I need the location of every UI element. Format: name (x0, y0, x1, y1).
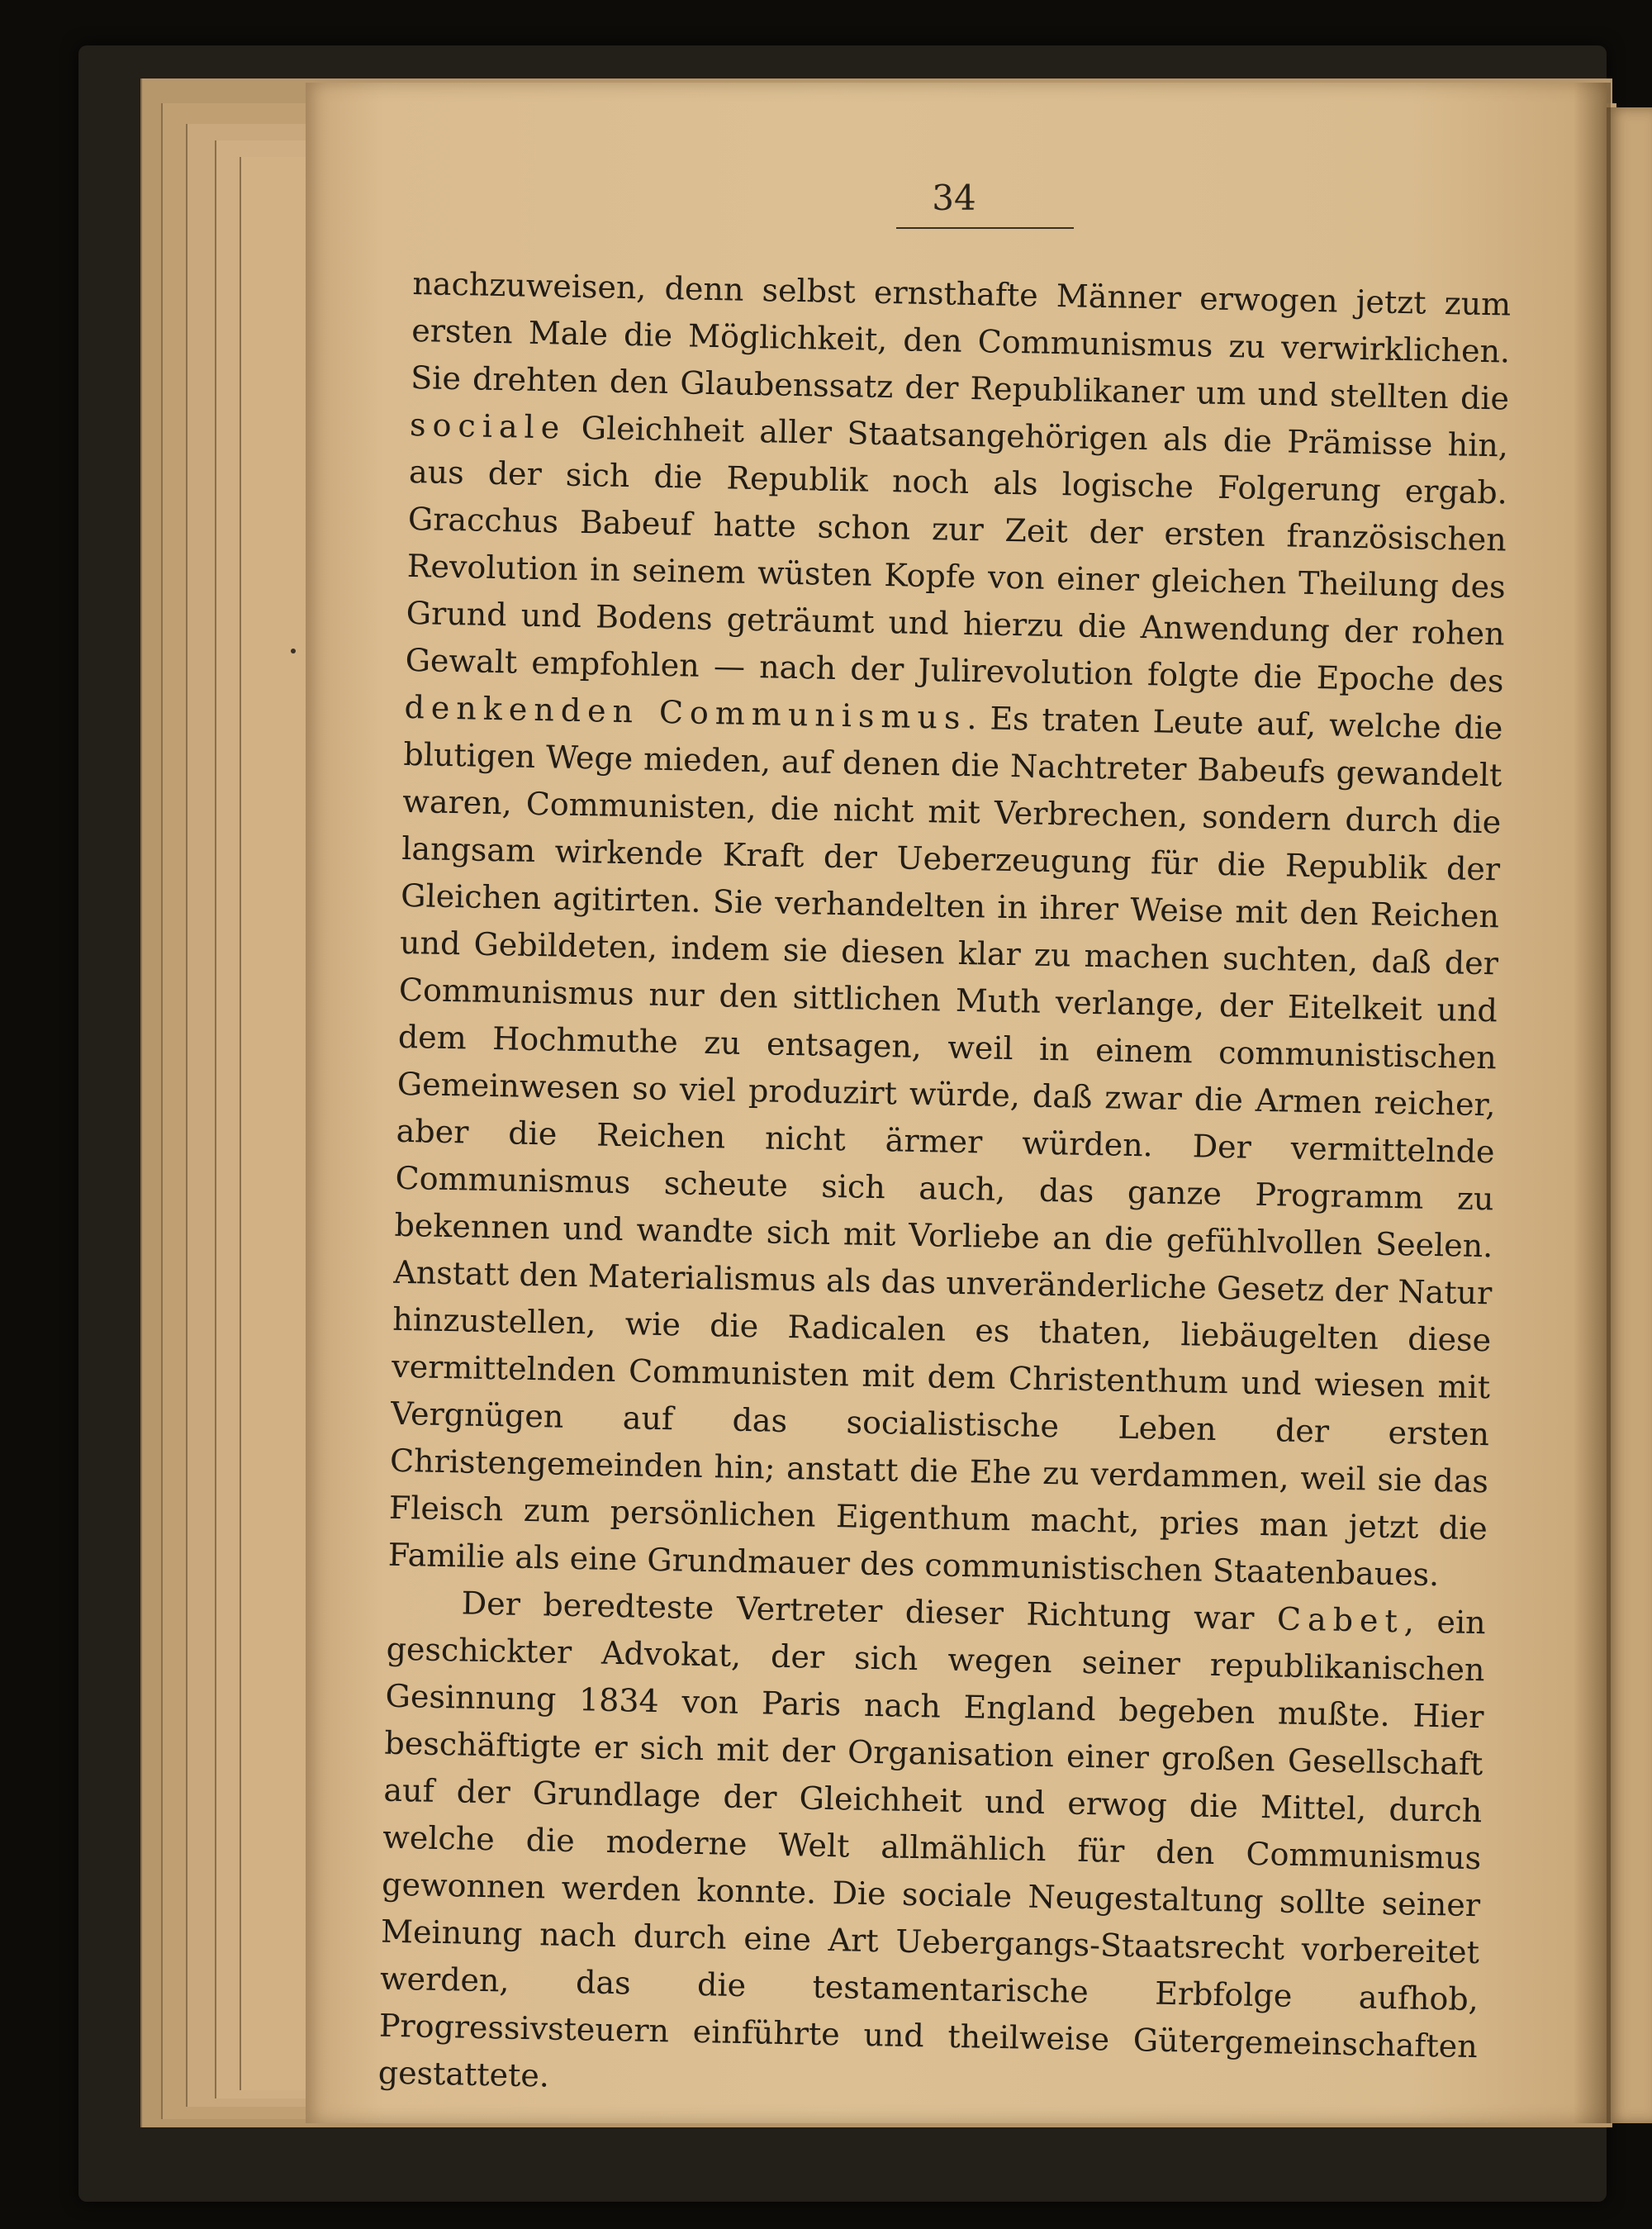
spine-shadow (1574, 83, 1611, 2123)
text-run: Der beredteste Vertreter dieser Richtung war (461, 1585, 1278, 1637)
spaced-emphasis: sociale (409, 406, 567, 446)
spaced-emphasis: Cabet (1276, 1600, 1405, 1640)
paragraph (387, 260, 1511, 1599)
paragraph (377, 1579, 1486, 2117)
margin-mark (291, 649, 296, 653)
facing-page (1607, 107, 1652, 2123)
text-run: Gleichheit aller Staatsangehörigen als die Prämisse hin, aus der sich die Republik noch als logische Folgerung ergab. Gracchus Babeuf hatte schon zur Zeit der ersten französischen Revolution in seinem wüsten Kopfe von einer gleichen Theilung des Grund und Bodens geträumt und hierzu die Anwendung der rohen Gewalt empfohlen — nach der Julirevolution folgte die Epoche des (405, 409, 1509, 700)
spaced-emphasis: denkenden Communismus (404, 688, 967, 736)
page-number: 34 (932, 178, 976, 218)
text-run: . Es traten Leute auf, welche die blutigen Wege mieden, auf denen die Nachtreter Babeufs gewandelt waren, Communisten, die nicht mit Verbrechen, sondern durch die langsam wirkende Kraft der Ueberzeugung für die Republik der Gleichen agitirten. Sie verhandelten in ihrer Weise mit den Reichen und Gebildeten, indem sie diesen klar zu machen suchten, daß der Communismus nur den sittlichen Muth verlange, der Eitelkeit und dem Hochmuthe zu entsagen, weil in einem communistischen Gemeinwesen so viel produzirt würde, daß zwar die Armen reicher, aber die Reichen nicht ärmer würden. Der vermittelnde Communismus scheute sich auch, das ganze Programm zu bekennen und wandte sich mit Vorliebe an die gefühlvollen Seelen. Anstatt den Materialismus als das unveränderliche Gesetz der Natur hinzustellen, wie die Radicalen es thaten, liebäugelten diese vermittelnden Communisten mit dem Christenthum und wiesen mit Vergnügen auf das socialistische Leben der ersten Christengemeinden hin; anstatt die Ehe zu verdammen, weil sie das Fleisch zum persönlichen Eigenthum macht, pries man jetzt die Familie als eine Grundmauer des communistischen Staatenbaues. (387, 699, 1503, 1594)
text-run: nachzuweisen, denn selbst ernsthafte Männer erwogen jetzt zum ersten Male die Möglichkeit, den Communismus zu verwirklichen. Sie drehten den Glaubenssatz der Republikaner um und stellten die (410, 264, 1512, 417)
body-text (377, 260, 1511, 2117)
text-run: , ein geschickter Advokat, der sich wegen seiner republikanischen Gesinnung 1834 von Paris nach England begeben mußte. Hier beschäftigte er sich mit der Organisation einer großen Gesellschaft auf der Grundlage der Gleichheit und erwog die Mittel, durch welche die moderne Welt allmählich für den Communismus gewonnen werden konnte. Die sociale Neugestaltung sollte seiner Meinung nach durch eine Art Uebergangs-Staatsrecht vorbereitet werden, das die testamentarische Erbfolge aufhob, Progressivsteuern einführte und theilweise Gütergemeinschaften gestattete. (377, 1603, 1487, 2094)
header-rule (896, 227, 1074, 229)
